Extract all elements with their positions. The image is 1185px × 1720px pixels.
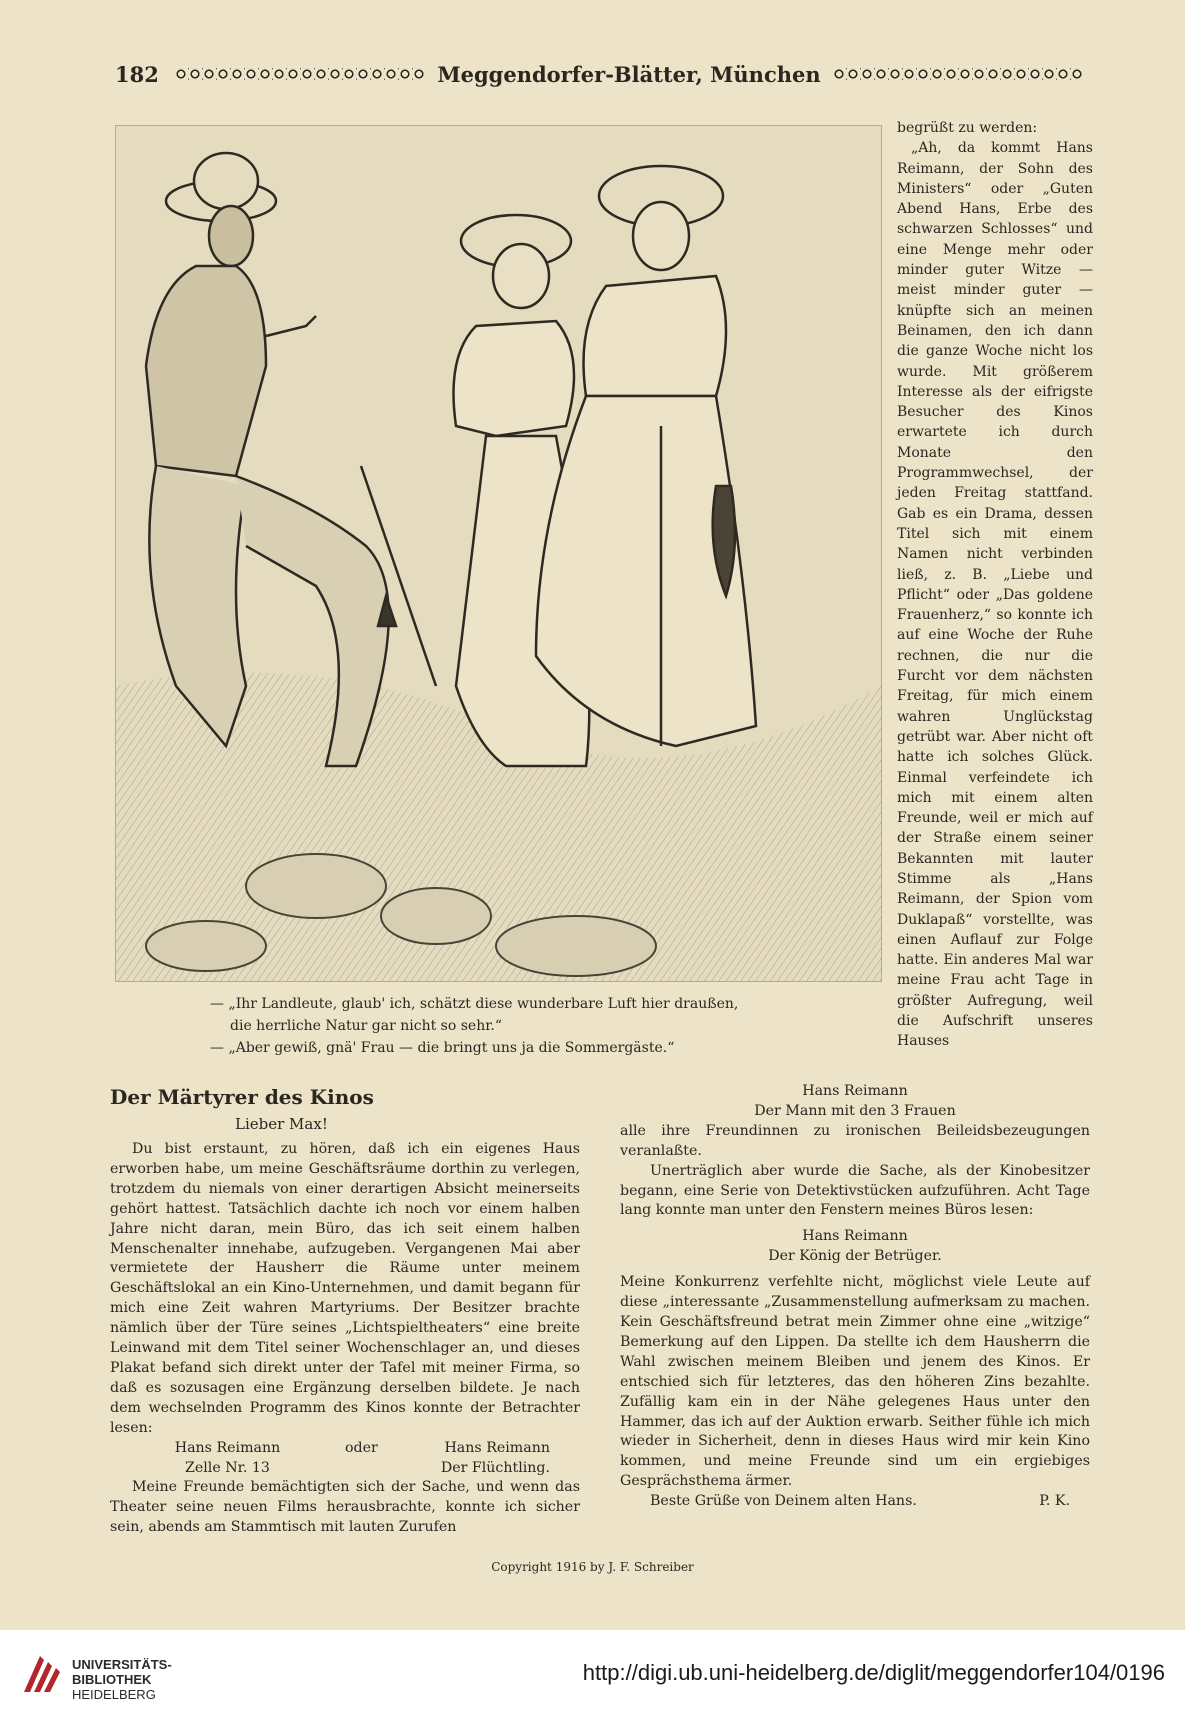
- article-paragraph-4: Unerträglich aber wurde die Sache, als der Kinobesitzer begann, eine Serie von Detektivstücken aufzuführen. Acht Tage lang konnte man unter den Fenstern meines Büros lesen:: [620, 1162, 1090, 1219]
- film-list-name-1: Hans Reimann: [174, 1439, 281, 1456]
- caption-line-2: die herrliche Natur gar nicht so sehr.“: [230, 1018, 502, 1034]
- permalink-url[interactable]: http://digi.ub.uni-heidelberg.de/diglit/meggendorfer104/0196: [582, 1660, 1165, 1685]
- sign-1-title: Der Mann mit den 3 Frauen: [754, 1102, 956, 1119]
- sign-1-name: Hans Reimann: [802, 1083, 908, 1099]
- film-list-title-2: Der Flüchtling.: [440, 1459, 550, 1476]
- engraving-illustration-icon: [115, 125, 882, 982]
- illustration-caption: [210, 993, 830, 1059]
- digitization-footer: [0, 1630, 1185, 1720]
- closing-line: [620, 1492, 1090, 1512]
- page-number: 182: [115, 61, 159, 87]
- ornament-right: [833, 68, 1083, 80]
- right-column-paragraph-1: begrüßt zu werden:: [897, 120, 1038, 136]
- library-name: [72, 1657, 172, 1702]
- library-name-line-1: UNIVERSITÄTS-: [72, 1657, 172, 1672]
- illustration-drawing: [116, 126, 881, 981]
- copyright-notice: Copyright 1916 by J. F. Schreiber: [491, 1560, 694, 1574]
- woman-figure-right: [536, 166, 756, 746]
- salutation: Lieber Max!: [235, 1115, 328, 1133]
- film-list-col-2: [345, 1439, 580, 1459]
- right-column-paragraph-2: „Ah, da kommt Hans Reimann, der Sohn des Ministers“ oder „Guten Abend Hans, Erbe des schwarzen Schlosses“ und eine Menge mehr oder minder guter Witze — meist minder guter — knüpfte sich an meinen Beinamen, den ich dann die ganze Woche nicht los wurde. Mit größerem Interesse als der eifrigste Besucher des Kinos erwartete ich durch Monate den Programmwechsel, der jeden Freitag stattfand. Gab es ein Drama, dessen Titel sich mit einem Namen nicht verbinden ließ, z. B. „Liebe und Pflicht“ oder „Das goldene Frauenherz,“ so konnte ich auf eine Woche der Ruhe rechnen, die nur die Furcht vor dem nächsten Freitag, für mich einem wahren Unglückstag getrübt war. Aber nicht oft hatte ich solches Glück. Einmal verfeindete ich mich mit einem alten Freunde, weil er mich auf der Straße einem seiner Bekannten mit lauter Stimme als „Hans Reimann, der Spion vom Duklapaß“ vorstellte, was einen Auflauf zur Folge hatte. Ein anderes Mal war meine Frau acht Tage in größter Aufregung, weil die Aufschrift unseres Hauses: [897, 140, 1093, 1050]
- magazine-title: Meggendorfer-Blätter, München: [437, 61, 821, 87]
- caption-line-1: — „Ihr Landleute, glaub' ich, schätzt diese wunderbare Luft hier draußen,: [210, 996, 739, 1012]
- caption-line-3: — „Aber gewiß, gnä' Frau — die bringt uns ja die Sommergäste.“: [210, 1040, 675, 1056]
- university-library-logo-icon: [18, 1652, 64, 1698]
- right-column: [897, 118, 1093, 1052]
- film-title-list: [110, 1439, 580, 1479]
- article-title: Der Märtyrer des Kinos: [110, 1085, 374, 1109]
- author-initials: P. K.: [1039, 1493, 1070, 1510]
- page-header: [115, 58, 1095, 90]
- article-paragraph-3: alle ihre Freundinnen zu ironischen Beileidsbezeugungen veranlaßte.: [620, 1122, 1090, 1159]
- film-list-title-1: Zelle Nr. 13: [185, 1459, 270, 1476]
- sign-2-name: Hans Reimann: [802, 1228, 908, 1245]
- article-paragraph-1: Du bist erstaunt, zu hören, daß ich ein eigenes Haus erworben habe, um meine Geschäftsräume dorthin zu verlegen, trotzdem du niemals von einer derartigen Absicht meinerseits gehört hattest. Tatsächlich dachte ich noch vor einem halben Jahre nicht daran, mein Büro, das ich seit einem halben Menschenalter innehabe, aufzugeben. Vergangenen Mai aber vermietete der Hausherr die Räume unter meinem Geschäftslokal an ein Kino-Unternehmen, und damit begann für mich eine Zeit wahren Martyriums. Der Besitzer brachte nämlich über der Türe seines „Lichtspieltheaters“ eine breite Leinwand mit dem Titel seiner Wochenschlager an, und dieses Plakat befand sich direkt unter der Tafel mit meiner Firma, so daß es sozusagen eine Ergänzung derselben bildete. Je nach dem wechselnden Programm des Kinos konnte der Betrachter lesen:: [110, 1141, 580, 1436]
- film-list-name-2: Hans Reimann: [444, 1439, 550, 1456]
- library-name-line-2: BIBLIOTHEK: [72, 1672, 152, 1687]
- article-right-column: [620, 1082, 1090, 1512]
- closing-greeting: Beste Grüße von Deinem alten Hans.: [650, 1493, 917, 1510]
- library-name-line-3: HEIDELBERG: [72, 1687, 156, 1702]
- article-paragraph-2: Meine Freunde bemächtigten sich der Sache, und wenn das Theater seine neuen Films herausbrachte, konnte ich sicher sein, abends am Stammtisch mit lauten Zurufen: [110, 1479, 580, 1536]
- article-paragraph-5: Meine Konkurrenz verfehlte nicht, möglichst viele Leute auf diese „interessante „Zusammenstellung aufmerksam zu machen. Kein Geschäftsfreund betrat mein Zimmer ohne eine „witzige“ Bemerkung auf den Lippen. Da stellte ich dem Hausherrn die Wahl zwischen meinem Bleiben und jenem des Kinos. Er entschied sich für letzteres, das den höheren Zins bezahlte. Zufällig kam ein in der Nähe gelegenes Haus unter den Hammer, das ich auf der Auktion erwarb. Seither fühle ich mich wieder in Sicherheit, denn in dieses Haus wird mir kein Kino kommen, und meine Freunde sind um ein ergiebiges Gesprächsthema ärmer.: [620, 1274, 1090, 1490]
- film-list-or: oder: [345, 1439, 378, 1456]
- sign-2-title: Der König der Betrüger.: [768, 1248, 942, 1265]
- ornament-left: [175, 68, 425, 80]
- article-left-column: [110, 1140, 580, 1538]
